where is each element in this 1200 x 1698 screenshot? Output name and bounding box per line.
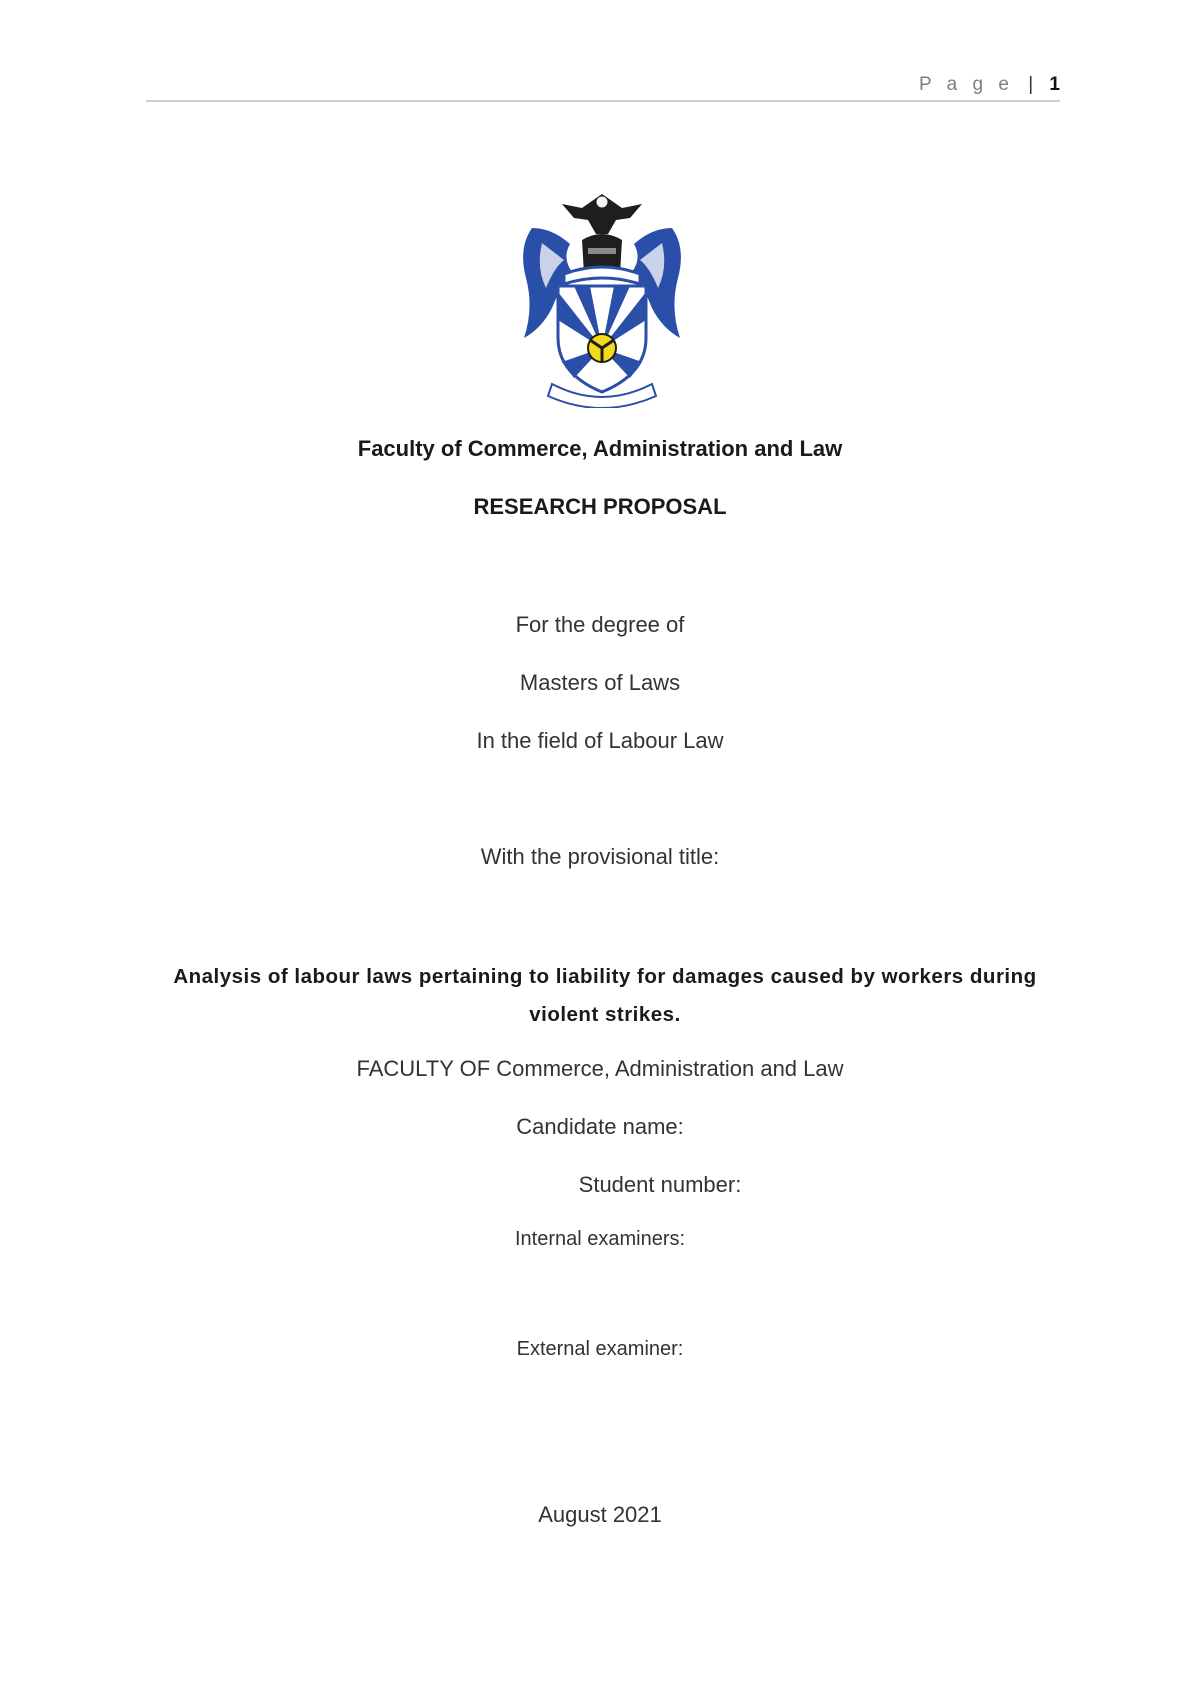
university-crest-icon bbox=[512, 188, 692, 408]
faculty-heading: Faculty of Commerce, Administration and Law bbox=[357, 436, 843, 461]
page-separator: | bbox=[1028, 74, 1034, 95]
external-examiner-label: External examiner: bbox=[516, 1338, 684, 1360]
document-type: RESEARCH PROPOSAL bbox=[473, 494, 727, 519]
faculty-line: FACULTY OF Commerce, Administration and Law bbox=[356, 1056, 844, 1081]
provisional-title-intro: With the provisional title: bbox=[480, 844, 720, 869]
proposal-date: August 2021 bbox=[538, 1502, 662, 1527]
page-number bbox=[919, 74, 1060, 96]
page-number-value: 1 bbox=[1049, 74, 1060, 95]
page-label: P a g e bbox=[919, 74, 1014, 95]
degree-intro: For the degree of bbox=[515, 612, 685, 637]
thesis-title: Analysis of labour laws pertaining to liability for damages caused by workers during violent strikes. bbox=[173, 965, 1037, 1026]
candidate-name-label: Candidate name: bbox=[516, 1114, 684, 1139]
degree-name: Masters of Laws bbox=[519, 670, 681, 695]
field-of-study: In the field of Labour Law bbox=[476, 728, 724, 753]
page-header bbox=[146, 62, 1060, 102]
internal-examiners-label: Internal examiners: bbox=[514, 1228, 686, 1250]
student-number-label: Student number: bbox=[578, 1172, 742, 1197]
